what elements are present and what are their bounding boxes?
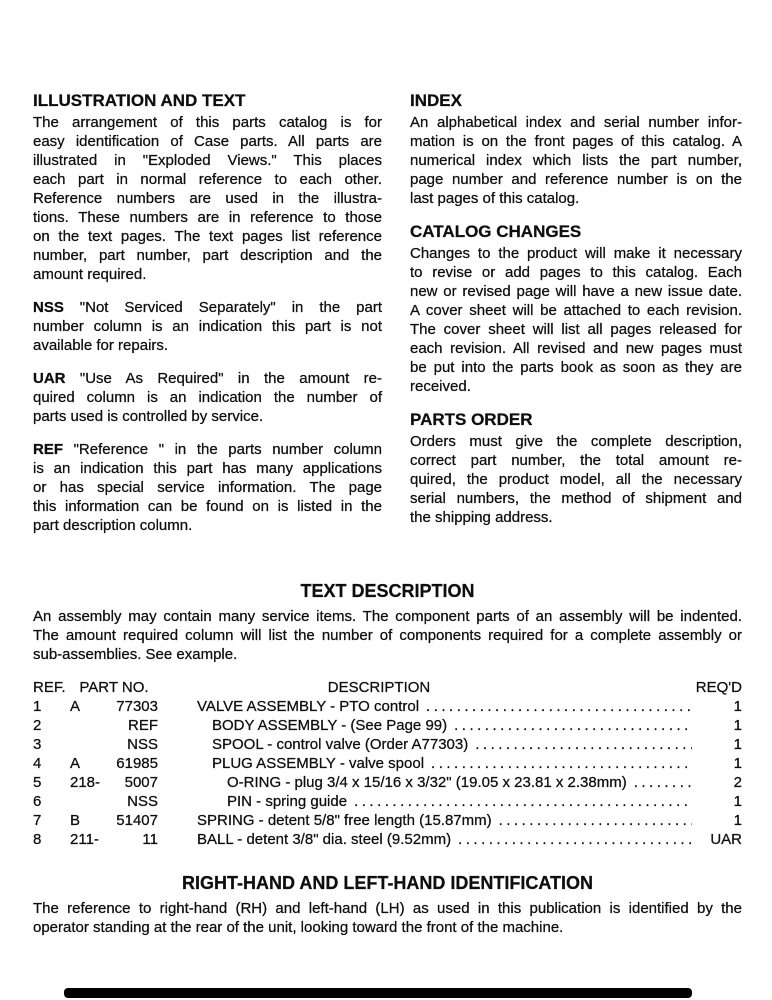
- dot-leader: [475, 735, 692, 754]
- ref-cell: 6: [33, 793, 42, 810]
- table-row: [33, 830, 742, 849]
- text-line: Orders must give the complete description,: [410, 433, 742, 450]
- part-prefix-cell: A: [70, 698, 81, 715]
- text-line: An alphabetical index and serial number infor-: [410, 114, 742, 131]
- description-cell: BODY ASSEMBLY - (See Page 99): [212, 717, 448, 734]
- table-row: [33, 735, 742, 754]
- text-line: each revision. All revised and new pages must: [410, 340, 742, 357]
- table-row: [33, 792, 742, 811]
- text-line: number column is an indication this part is not: [33, 318, 382, 335]
- text-line: A cover sheet will be attached to each revision.: [410, 302, 742, 319]
- text-line: part description column.: [33, 517, 193, 534]
- section-heading-text-description: TEXT DESCRIPTION: [300, 581, 475, 601]
- section-heading-rh-lh-identification: RIGHT-HAND AND LEFT-HAND IDENTIFICATION: [182, 873, 593, 893]
- part-number-cell: NSS: [127, 736, 158, 753]
- reqd-cell: 1: [733, 793, 742, 810]
- text-line: sub-assemblies. See example.: [33, 646, 238, 663]
- description-cell: SPRING - detent 5/8" free length (15.87mm): [197, 812, 492, 829]
- reqd-cell: UAR: [710, 831, 742, 848]
- text-line: quired column is an indication the number of: [33, 389, 382, 406]
- reqd-cell: 1: [733, 812, 742, 829]
- ref-cell: 5: [33, 774, 42, 791]
- part-number-cell: 77303: [116, 698, 158, 715]
- header-description: [158, 678, 692, 697]
- text-line: operator standing at the rear of the unit, looking toward the front of the machine.: [33, 919, 564, 936]
- table-row: [33, 716, 742, 735]
- ref-cell: 8: [33, 831, 42, 848]
- text-line: REF "Reference " in the parts number column: [33, 441, 382, 458]
- text-line: to revise or add pages to this catalog. Each: [410, 264, 742, 281]
- ref-cell: 7: [33, 812, 42, 829]
- section-heading-illustration-and-text: ILLUSTRATION AND TEXT: [33, 91, 246, 110]
- header-reqd: REQ'D: [695, 679, 742, 696]
- text-line: mation is on the front pages of this catalog. A: [410, 133, 742, 150]
- dot-leader: [499, 811, 692, 830]
- text-line: correct part number, the total amount re-: [410, 452, 742, 469]
- text-line: the shipping address.: [410, 509, 553, 526]
- table-row: [33, 697, 742, 716]
- dot-leader: [431, 754, 692, 773]
- uar-paragraph: [33, 369, 382, 426]
- text-line: amount required.: [33, 266, 147, 283]
- section-heading-parts-order: PARTS ORDER: [410, 410, 533, 429]
- text-line: received.: [410, 378, 471, 395]
- dot-leader: [354, 792, 692, 811]
- reqd-cell: 1: [733, 717, 742, 734]
- text-line: new or revised page will have a new issue date.: [410, 283, 742, 300]
- description-cell: PLUG ASSEMBLY - valve spool: [212, 755, 425, 772]
- two-column-text: [33, 91, 742, 549]
- part-number-cell: NSS: [127, 793, 158, 810]
- text-line: number, part number, part description and the: [33, 247, 382, 264]
- text-line: numerical index which lists the part number,: [410, 152, 742, 169]
- text-line: on the text pages. The text pages list reference: [33, 228, 382, 245]
- illustration-paragraph: [33, 113, 382, 284]
- rh-lh-paragraph: [33, 899, 742, 937]
- bold-term: REF: [33, 441, 63, 458]
- text-line: The amount required column will list the number of components required for a complete assembly or: [33, 627, 742, 644]
- left-column: [33, 91, 382, 549]
- text-line: last pages of this catalog.: [410, 190, 580, 207]
- text-line: be put into the parts book as soon as they are: [410, 359, 742, 376]
- ref-cell: 4: [33, 755, 42, 772]
- description-cell: SPOOL - control valve (Order A77303): [212, 736, 469, 753]
- description-cell: VALVE ASSEMBLY - PTO control: [197, 698, 420, 715]
- text-line: The arrangement of this parts catalog is for: [33, 114, 382, 131]
- text-line: easy identification of Case parts. All parts are: [33, 133, 382, 150]
- text-line: illustrated in "Exploded Views." This places: [33, 152, 382, 169]
- header-description-label: DESCRIPTION: [327, 679, 431, 696]
- text-line: UAR "Use As Required" in the amount re-: [33, 370, 382, 387]
- part-number-cell: REF: [128, 717, 158, 734]
- text-line: serial numbers, the method of shipment and: [410, 490, 742, 507]
- ref-cell: 3: [33, 736, 42, 753]
- section-heading-index: INDEX: [410, 91, 462, 110]
- text-line: Reference numbers are used in the illustra-: [33, 190, 382, 207]
- scan-artifact-bar: [64, 988, 692, 998]
- text-line: The cover sheet will list all pages released for: [410, 321, 742, 338]
- dot-leader: [634, 773, 692, 792]
- part-prefix-cell: B: [70, 812, 81, 829]
- nss-paragraph: [33, 298, 382, 355]
- text-line: page number and reference number is on the: [410, 171, 742, 188]
- parts-table-body: [33, 697, 742, 849]
- text-line: tions. These numbers are in reference to those: [33, 209, 382, 226]
- text-line: this information can be found on is listed in the: [33, 498, 382, 515]
- bold-term: NSS: [33, 299, 64, 316]
- text-line: NSS "Not Serviced Separately" in the part: [33, 299, 382, 316]
- bold-term: UAR: [33, 370, 66, 387]
- header-part-no: PART NO.: [79, 679, 149, 696]
- section-heading-catalog-changes: CATALOG CHANGES: [410, 222, 582, 241]
- part-number-cell: 11: [142, 831, 158, 848]
- text-line: quired, the product model, all the necessary: [410, 471, 742, 488]
- parts-order-paragraph: [410, 432, 742, 527]
- ref-cell: 2: [33, 717, 42, 734]
- parts-table-header: [33, 678, 742, 697]
- part-prefix-cell: [70, 735, 114, 754]
- table-row: [33, 754, 742, 773]
- index-paragraph: [410, 113, 742, 208]
- header-ref: REF.: [33, 679, 66, 696]
- text-line: The reference to right-hand (RH) and left-hand (LH) as used in this publication is identified by the: [33, 900, 742, 917]
- parts-table: [33, 678, 742, 849]
- part-number-cell: 61985: [116, 755, 158, 772]
- description-cell: BALL - detent 3/8" dia. steel (9.52mm): [197, 831, 452, 848]
- reqd-cell: 2: [733, 774, 742, 791]
- text-line: is an indication this part has many applications: [33, 460, 382, 477]
- part-prefix-cell: 218-: [70, 774, 101, 791]
- catalog-changes-paragraph: [410, 244, 742, 396]
- description-cell: O-RING - plug 3/4 x 15/16 x 3/32" (19.05 x 23.81 x 2.38mm): [227, 774, 627, 791]
- ref-paragraph: [33, 440, 382, 535]
- part-prefix-cell: 211-: [70, 831, 99, 848]
- text-line: Changes to the product will make it necessary: [410, 245, 742, 262]
- dot-leader: [458, 830, 692, 849]
- table-row: [33, 811, 742, 830]
- description-cell: PIN - spring guide: [227, 793, 348, 810]
- text-line: each part in normal reference to each other.: [33, 171, 382, 188]
- part-number-cell: 5007: [124, 774, 158, 791]
- reqd-cell: 1: [733, 736, 742, 753]
- text-line: An assembly may contain many service items. The component parts of an assembly will be indented.: [33, 608, 742, 625]
- part-number-cell: 51407: [116, 812, 158, 829]
- reqd-cell: 1: [733, 698, 742, 715]
- right-column: [410, 91, 742, 549]
- ref-cell: 1: [33, 698, 42, 715]
- part-prefix-cell: A: [70, 755, 81, 772]
- text-line: available for repairs.: [33, 337, 169, 354]
- text-line: parts used is controlled by service.: [33, 408, 264, 425]
- dot-leader: [426, 697, 692, 716]
- part-prefix-cell: [70, 792, 114, 811]
- reqd-cell: 1: [733, 755, 742, 772]
- part-prefix-cell: [70, 716, 114, 735]
- dot-leader: [454, 716, 692, 735]
- text-description-paragraph: [33, 607, 742, 664]
- text-line: or has special service information. The page: [33, 479, 382, 496]
- table-row: [33, 773, 742, 792]
